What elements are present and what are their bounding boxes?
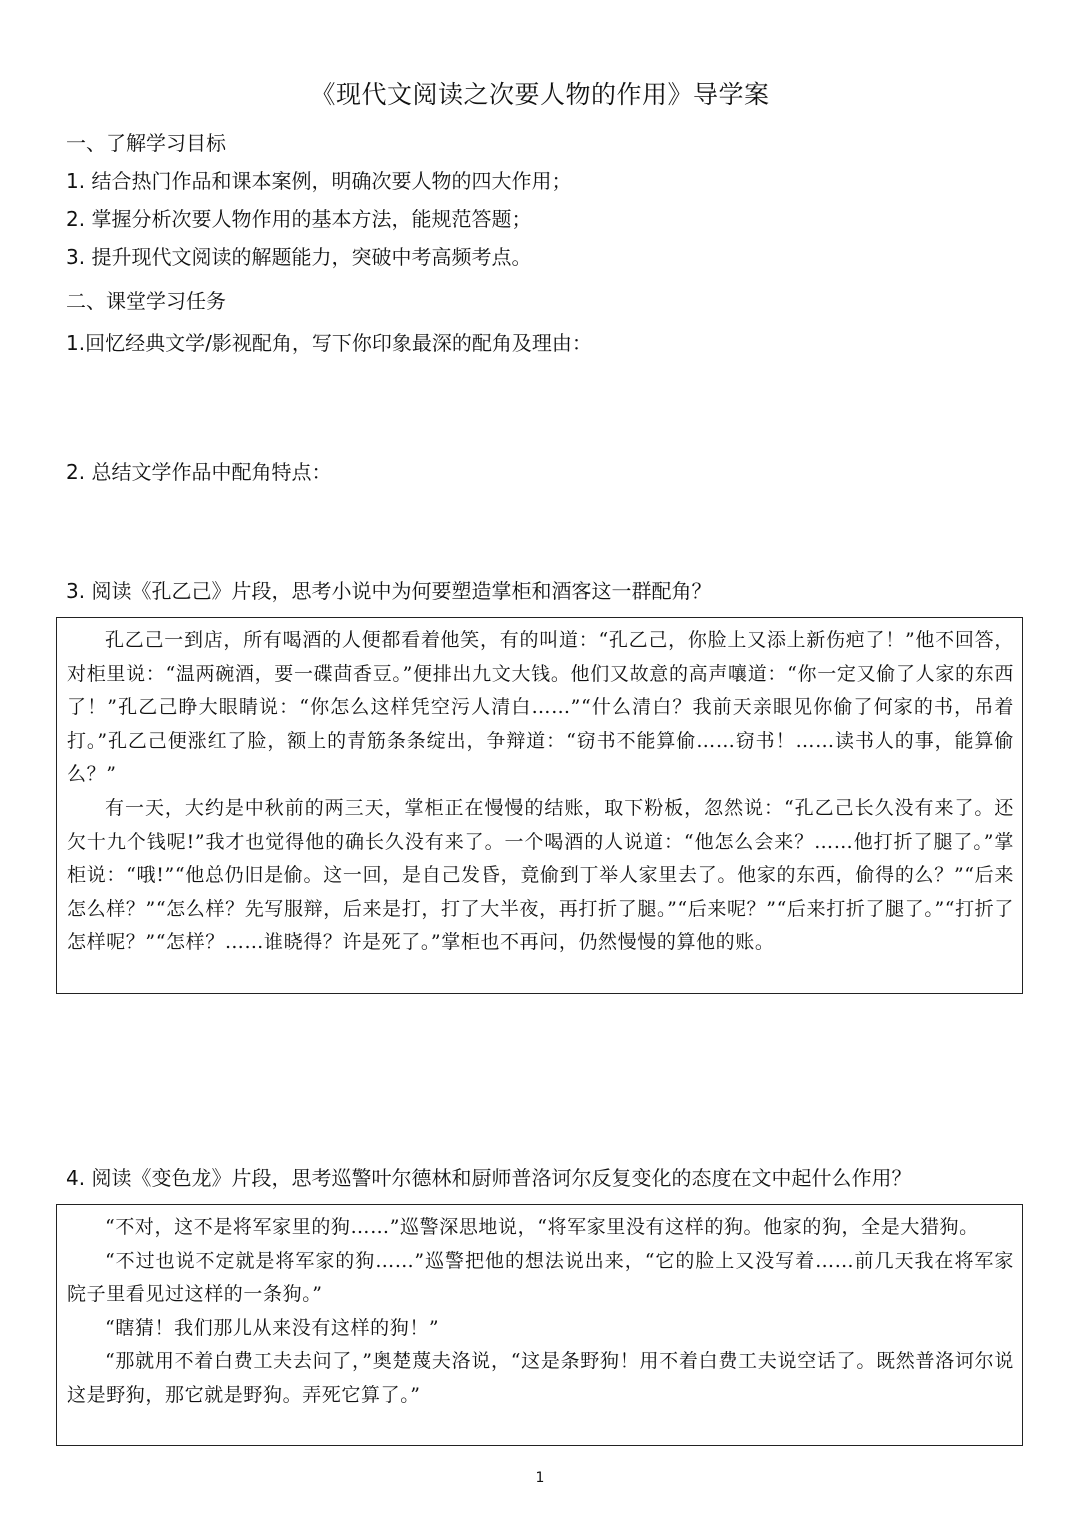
passage-paragraph: “不过也说不定就是将军家的狗……”巡警把他的想法说出来，“它的脸上又没写着……前几天我在将军家院子里看见过这样的一条狗。” bbox=[67, 1249, 1014, 1306]
task-1-prompt: 1.回忆经典文学/影视配角，写下你印象最深的配角及理由： bbox=[66, 331, 592, 355]
passage-box-kong-yiji bbox=[56, 617, 1023, 994]
page-title: 《现代文阅读之次要人物的作用》导学案 bbox=[310, 80, 770, 109]
passage-paragraph: “瞎猜！我们那儿从来没有这样的狗！” bbox=[105, 1316, 440, 1339]
passage-box-chameleon bbox=[56, 1204, 1023, 1446]
passage-paragraph: 有一天，大约是中秋前的两三天，掌柜正在慢慢的结账，取下粉板，忽然说：“孔乙己长久没有来了。还欠十九个钱呢!”我才也觉得他的确长久没有来了。一个喝酒的人说道：“他怎么会来？……他打折了腿了。”掌柜说：“哦!”“他总仍旧是偷。这一回，是自己发昏，竟偷到丁举人家里去了。他家的东西，偷得的么？”“后来怎么样？”“怎么样？先写服辩，后来是打，打了大半夜，再打折了腿。”“后来呢？”“后来打折了腿了。”“打折了怎样呢？”“怎样？……谁晓得？许是死了。”掌柜也不再问，仍然慢慢的算他的账。 bbox=[67, 796, 1014, 954]
page-number: 1 bbox=[535, 1470, 545, 1486]
goal-item: 2. 掌握分析次要人物作用的基本方法，能规范答题； bbox=[66, 207, 532, 231]
section-heading-tasks: 二、课堂学习任务 bbox=[66, 289, 226, 313]
goal-item: 1. 结合热门作品和课本案例，明确次要人物的四大作用； bbox=[66, 169, 572, 193]
passage-paragraph: “那就用不着白费工夫去问了，”奥楚蔑夫洛说，“这是条野狗！用不着白费工夫说空话了。既然普洛诃尔说这是野狗，那它就是野狗。弄死它算了。” bbox=[67, 1350, 1014, 1406]
task-4-question: 4. 阅读《变色龙》片段，思考巡警叶尔德林和厨师普洛诃尔反复变化的态度在文中起什么作用？ bbox=[66, 1166, 912, 1190]
section-heading-goals: 一、了解学习目标 bbox=[66, 131, 226, 155]
goal-item: 3. 提升现代文阅读的解题能力，突破中考高频考点。 bbox=[66, 245, 532, 269]
passage-paragraph: “不对，这不是将军家里的狗……”巡警深思地说，“将军家里没有这样的狗。他家的狗，全是大猎狗。 bbox=[105, 1216, 979, 1238]
task-2-prompt: 2. 总结文学作品中配角特点： bbox=[66, 460, 332, 484]
passage-paragraph: 孔乙己一到店，所有喝酒的人便都看着他笑，有的叫道：“孔乙己，你脸上又添上新伤疤了！”他不回答，对柜里说：“温两碗酒，要一碟茴香豆。”便排出九文大钱。他们又故意的高声嚷道：“你一定又偷了人家的东西了！”孔乙己睁大眼睛说：“你怎么这样凭空污人清白……”“什么清白？我前天亲眼见你偷了何家的书，吊着打。”孔乙己便涨红了脸，额上的青筋条条绽出，争辩道：“窃书不能算偷……窃书！……读书人的事，能算偷么？” bbox=[67, 629, 1014, 786]
task-3-question: 3. 阅读《孔乙己》片段，思考小说中为何要塑造掌柜和酒客这一群配角？ bbox=[66, 579, 712, 603]
